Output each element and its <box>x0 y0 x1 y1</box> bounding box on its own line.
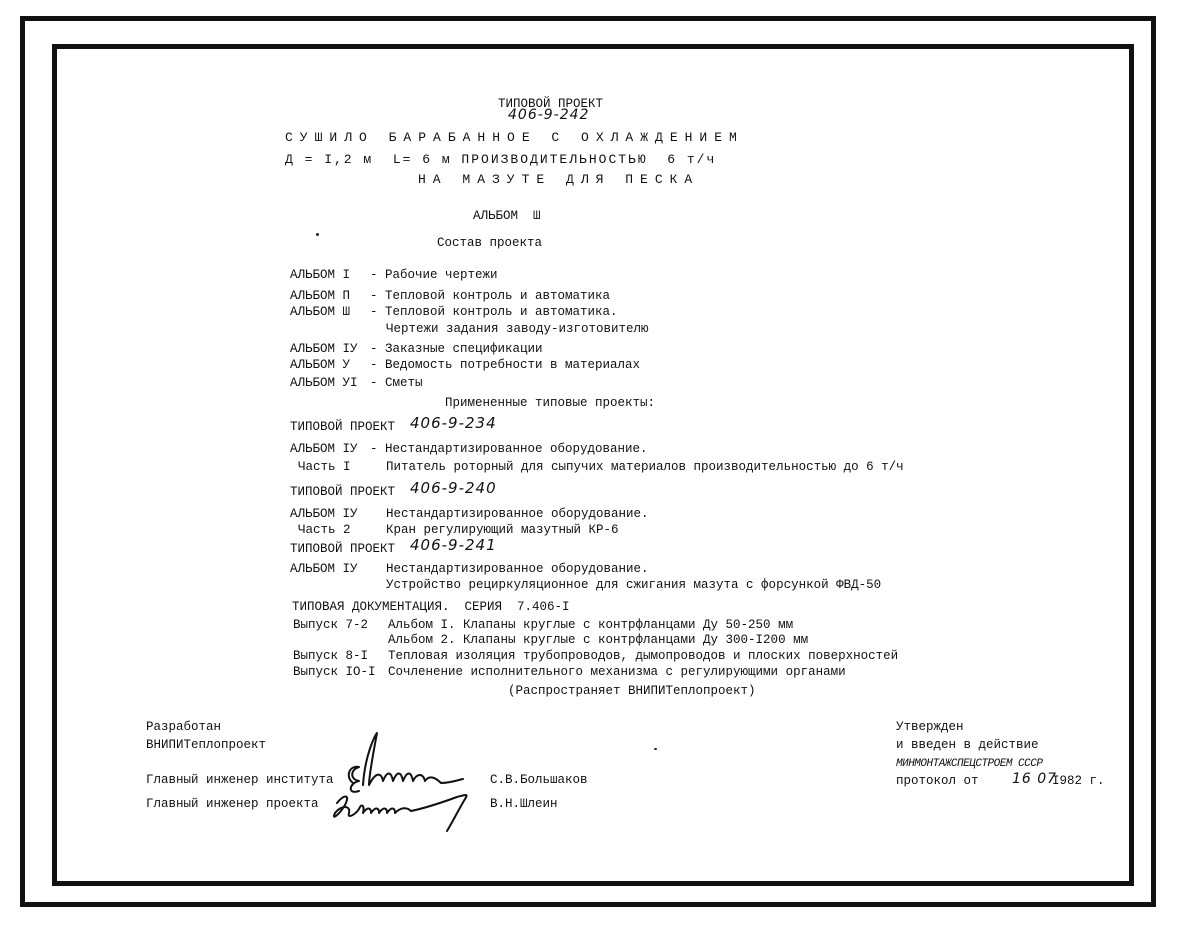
title-line-3: НА МАЗУТЕ ДЛЯ ПЕСКА <box>418 172 700 187</box>
protocol-year: I982 г. <box>1052 774 1105 788</box>
approved-label-2: и введен в действие <box>896 738 1039 752</box>
project-2-label: ТИПОВОЙ ПРОЕКТ <box>290 485 396 499</box>
composition-heading: Состав проекта <box>437 236 543 250</box>
developed-label: Разработан <box>146 720 222 734</box>
album-text-5: - Ведомость потребности в материалах <box>370 358 641 372</box>
speck-2 <box>654 748 657 750</box>
project-2-number: 406-9-240 <box>410 479 497 497</box>
album-code-6: АЛЬБОМ УI <box>290 376 358 390</box>
distributor: (Распространяет ВНИПИТеплопроект) <box>508 684 756 698</box>
issue-text-1: Альбом I. Клапаны круглые с контрфланцами Ду 50-250 мм <box>388 618 794 632</box>
protocol-date: 16 07 <box>1012 771 1058 787</box>
album-text-4: - Заказные спецификации <box>370 342 543 356</box>
project-number: 406-9-242 <box>508 107 590 123</box>
issue-code-1: Выпуск 7-2 <box>293 618 369 632</box>
title-line-1: СУШИЛО БАРАБАННОЕ С ОХЛАЖДЕНИЕМ <box>285 130 744 145</box>
album-number: АЛЬБОМ Ш <box>473 209 541 223</box>
signatures <box>325 725 480 835</box>
project-1-label: ТИПОВОЙ ПРОЕКТ <box>290 420 396 434</box>
project-2-part: Часть 2 <box>298 523 351 537</box>
album-text-2: - Тепловой контроль и автоматика <box>370 289 611 303</box>
issue-code-2: Выпуск 8-I <box>293 649 369 663</box>
project-1-part: Часть I <box>298 460 351 474</box>
album-code-5: АЛЬБОМ У <box>290 358 351 372</box>
project-2-album-text: Нестандартизированное оборудование. <box>386 507 649 521</box>
project-3-album-text: Нестандартизированное оборудование. <box>386 562 649 576</box>
project-label: ТИПОВОЙ ПРОЕКТ <box>498 97 604 111</box>
project-3-number: 406-9-241 <box>410 536 497 554</box>
album-code-2: АЛЬБОМ П <box>290 289 351 303</box>
speck <box>316 233 319 236</box>
chief-project-label: Главный инженер проекта <box>146 797 319 811</box>
chief-project-name: В.Н.Шлеин <box>490 797 558 811</box>
title-line-2: Д = I,2 м L= 6 м ПРОИЗВОДИТЕЛЬНОСТЬЮ 6 т/ч <box>285 152 717 167</box>
issue-text-3: Сочленение исполнительного механизма с регулирующими органами <box>388 665 846 679</box>
developer-name: ВНИПИТеплопроект <box>146 738 267 752</box>
chief-institute-name: С.В.Большаков <box>490 773 588 787</box>
documentation-heading: ТИПОВАЯ ДОКУМЕНТАЦИЯ. СЕРИЯ 7.406-I <box>292 600 570 614</box>
album-text-3: - Тепловой контроль и автоматика. <box>370 305 618 319</box>
album-code-3: АЛЬБОМ Ш <box>290 305 351 319</box>
album-code-4: АЛЬБОМ IУ <box>290 342 358 356</box>
chief-institute-label: Главный инженер института <box>146 773 334 787</box>
issue-text-1b: Альбом 2. Клапаны круглые с контрфланцами Ду 300-I200 мм <box>388 633 809 647</box>
project-1-number: 406-9-234 <box>410 414 497 432</box>
applied-heading: Примененные типовые проекты: <box>445 396 656 410</box>
protocol-label: протокол от <box>896 774 979 788</box>
album-code-1: АЛЬБОМ I <box>290 268 351 282</box>
issue-code-3: Выпуск IO-I <box>293 665 376 679</box>
issue-text-2: Тепловая изоляция трубопроводов, дымопроводов и плоских поверхностей <box>388 649 899 663</box>
project-3-label: ТИПОВОЙ ПРОЕКТ <box>290 542 396 556</box>
approved-label: Утвержден <box>896 720 964 734</box>
project-1-album: АЛЬБОМ IУ <box>290 442 358 456</box>
project-1-part-text: Питатель роторный для сыпучих материалов производительностью до 6 т/ч <box>386 460 904 474</box>
project-2-part-text: Кран регулирующий мазутный КР-6 <box>386 523 619 537</box>
ministry-stamp: МИНМОНТАЖСПЕЦСТРОЕМ СССР <box>896 758 1043 770</box>
album-text-6: - Сметы <box>370 376 423 390</box>
project-3-album-text-2: Устройство рециркуляционное для сжигания мазута с форсункой ФВД-50 <box>386 578 882 592</box>
project-1-album-text: - Нестандартизированное оборудование. <box>370 442 648 456</box>
project-3-album: АЛЬБОМ IУ <box>290 562 358 576</box>
project-2-album: АЛЬБОМ IУ <box>290 507 358 521</box>
album-text-3b: Чертежи задания заводу-изготовителю <box>386 322 649 336</box>
album-text-1: - Рабочие чертежи <box>370 268 498 282</box>
